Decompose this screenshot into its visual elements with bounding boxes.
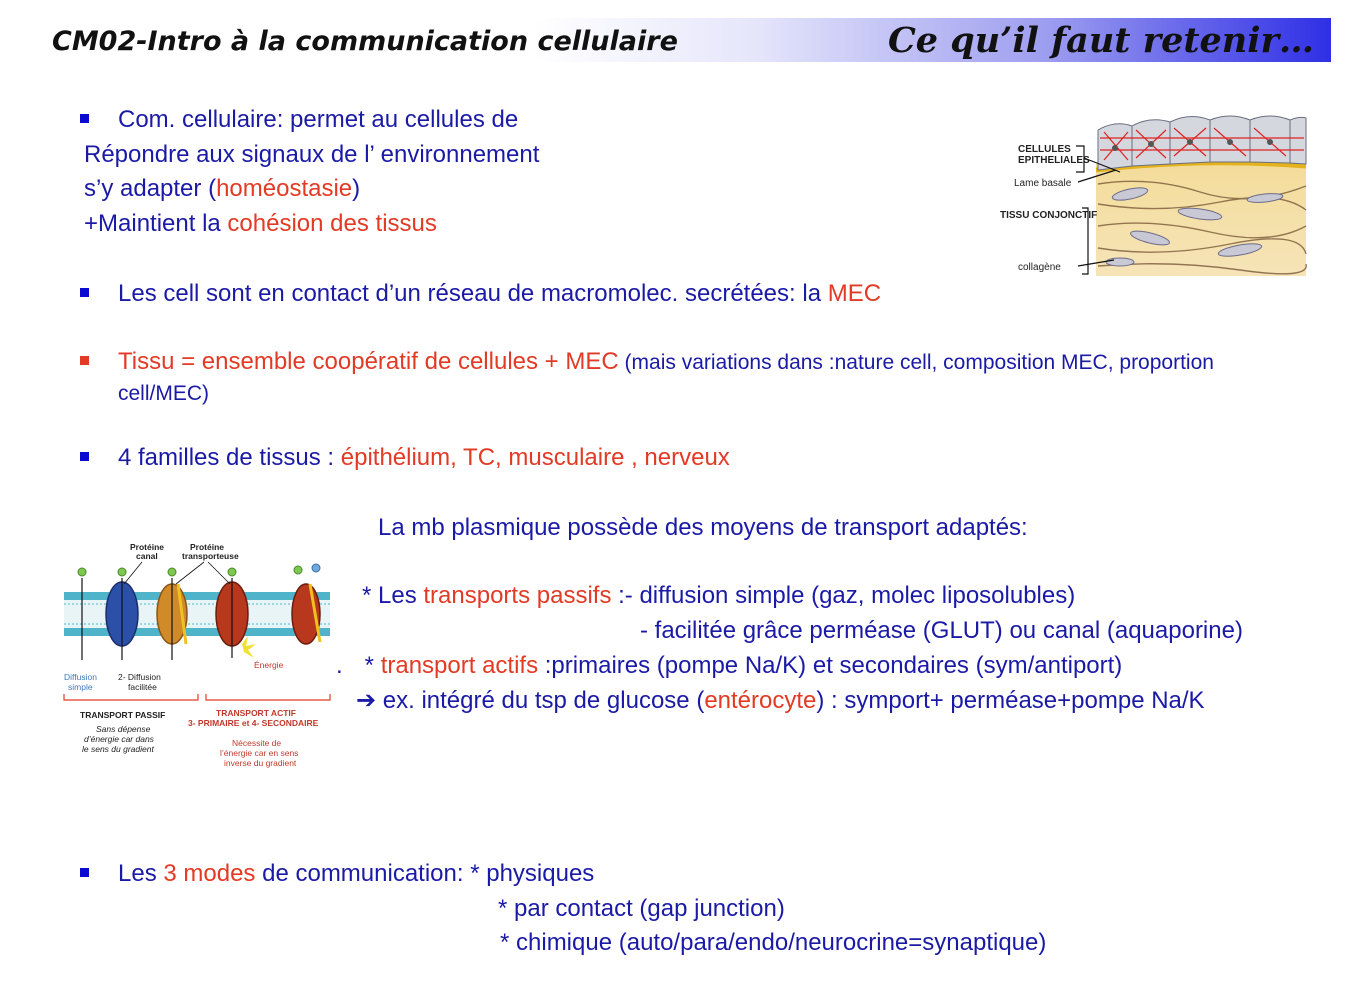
svg-text:TRANSPORT ACTIF: TRANSPORT ACTIF — [216, 708, 296, 718]
page-title: CM02-Intro à la communication cellulaire — [52, 26, 678, 57]
svg-text:Sans dépense: Sans dépense — [96, 724, 151, 734]
bullet-icon — [80, 452, 89, 461]
section6-line2: * par contact (gap junction) — [498, 895, 785, 922]
svg-text:inverse du gradient: inverse du gradient — [224, 758, 297, 768]
section5-example: ➔ ex. intégré du tsp de glucose (entérocyte) : symport+ perméase+pompe Na/K — [356, 687, 1205, 714]
svg-text:2- Diffusion: 2- Diffusion — [118, 672, 161, 682]
section2-text: Les cell sont en contact d’un réseau de macromolec. secrétées: la MEC — [118, 280, 882, 307]
bullet-icon — [80, 868, 89, 877]
svg-text:Nécessite de: Nécessite de — [232, 738, 282, 748]
arrow-right-icon: ➔ — [356, 687, 377, 714]
svg-text:collagène: collagène — [1018, 262, 1061, 273]
svg-text:Protéine: Protéine — [130, 542, 165, 552]
section1-line1: Com. cellulaire: permet au cellules de — [118, 106, 519, 133]
section1-line3: s’y adapter (homéostasie) — [84, 175, 361, 202]
svg-text:facilitée: facilitée — [128, 682, 157, 692]
section3-line1: Tissu = ensemble coopératif de cellules + MEC (mais variations dans :nature cell, composition MEC, proportion — [118, 348, 1214, 375]
section5-actif: . * transport actifs :primaires (pompe Na/K) et secondaires (sym/antiport) — [336, 652, 1123, 679]
svg-text:TRANSPORT PASSIF: TRANSPORT PASSIF — [80, 710, 166, 720]
section6-line3: * chimique (auto/para/endo/neurocrine=synaptique) — [500, 929, 1047, 956]
bullet-icon — [80, 288, 89, 297]
svg-text:simple: simple — [68, 682, 93, 692]
section1-line4: +Maintient la cohésion des tissus — [84, 210, 437, 237]
svg-text:canal: canal — [136, 551, 158, 561]
svg-text:l’énergie car en sens: l’énergie car en sens — [220, 748, 299, 758]
section6-line1: Les 3 modes de communication: * physiques — [118, 860, 595, 887]
section1-line2: Répondre aux signaux de l’ environnement — [84, 141, 540, 168]
page-subtitle: Ce qu’il faut retenir… — [887, 20, 1314, 61]
svg-text:EPITHELIALES: EPITHELIALES — [1018, 155, 1090, 166]
svg-text:Lame basale: Lame basale — [1014, 178, 1072, 189]
svg-text:Diffusion: Diffusion — [64, 672, 97, 682]
svg-text:Énergie: Énergie — [254, 660, 284, 670]
section5-intro: La mb plasmique possède des moyens de transport adaptés: — [378, 514, 1028, 541]
section4-text: 4 familles de tissus : épithélium, TC, musculaire , nerveux — [118, 444, 730, 471]
tissue-diagram — [1000, 114, 1308, 278]
svg-text:d’énergie car dans: d’énergie car dans — [84, 734, 154, 744]
svg-text:transporteuse: transporteuse — [182, 551, 239, 561]
bullet-icon — [80, 356, 89, 365]
svg-text:TISSU CONJONCTIF: TISSU CONJONCTIF — [1000, 210, 1098, 221]
section3-line2: cell/MEC) — [118, 382, 210, 405]
membrane-transport-diagram — [58, 540, 336, 776]
svg-text:CELLULES: CELLULES — [1018, 144, 1071, 155]
svg-text:le sens du gradient: le sens du gradient — [82, 744, 154, 754]
section5-passif: * Les transports passifs :- diffusion simple (gaz, molec liposolubles) — [362, 582, 1076, 609]
bullet-icon — [80, 114, 89, 123]
svg-text:3- PRIMAIRE et 4- SECONDAIRE: 3- PRIMAIRE et 4- SECONDAIRE — [188, 718, 319, 728]
section5-passif-2: - facilitée grâce perméase (GLUT) ou canal (aquaporine) — [640, 617, 1243, 644]
svg-text:Protéine: Protéine — [190, 542, 225, 552]
